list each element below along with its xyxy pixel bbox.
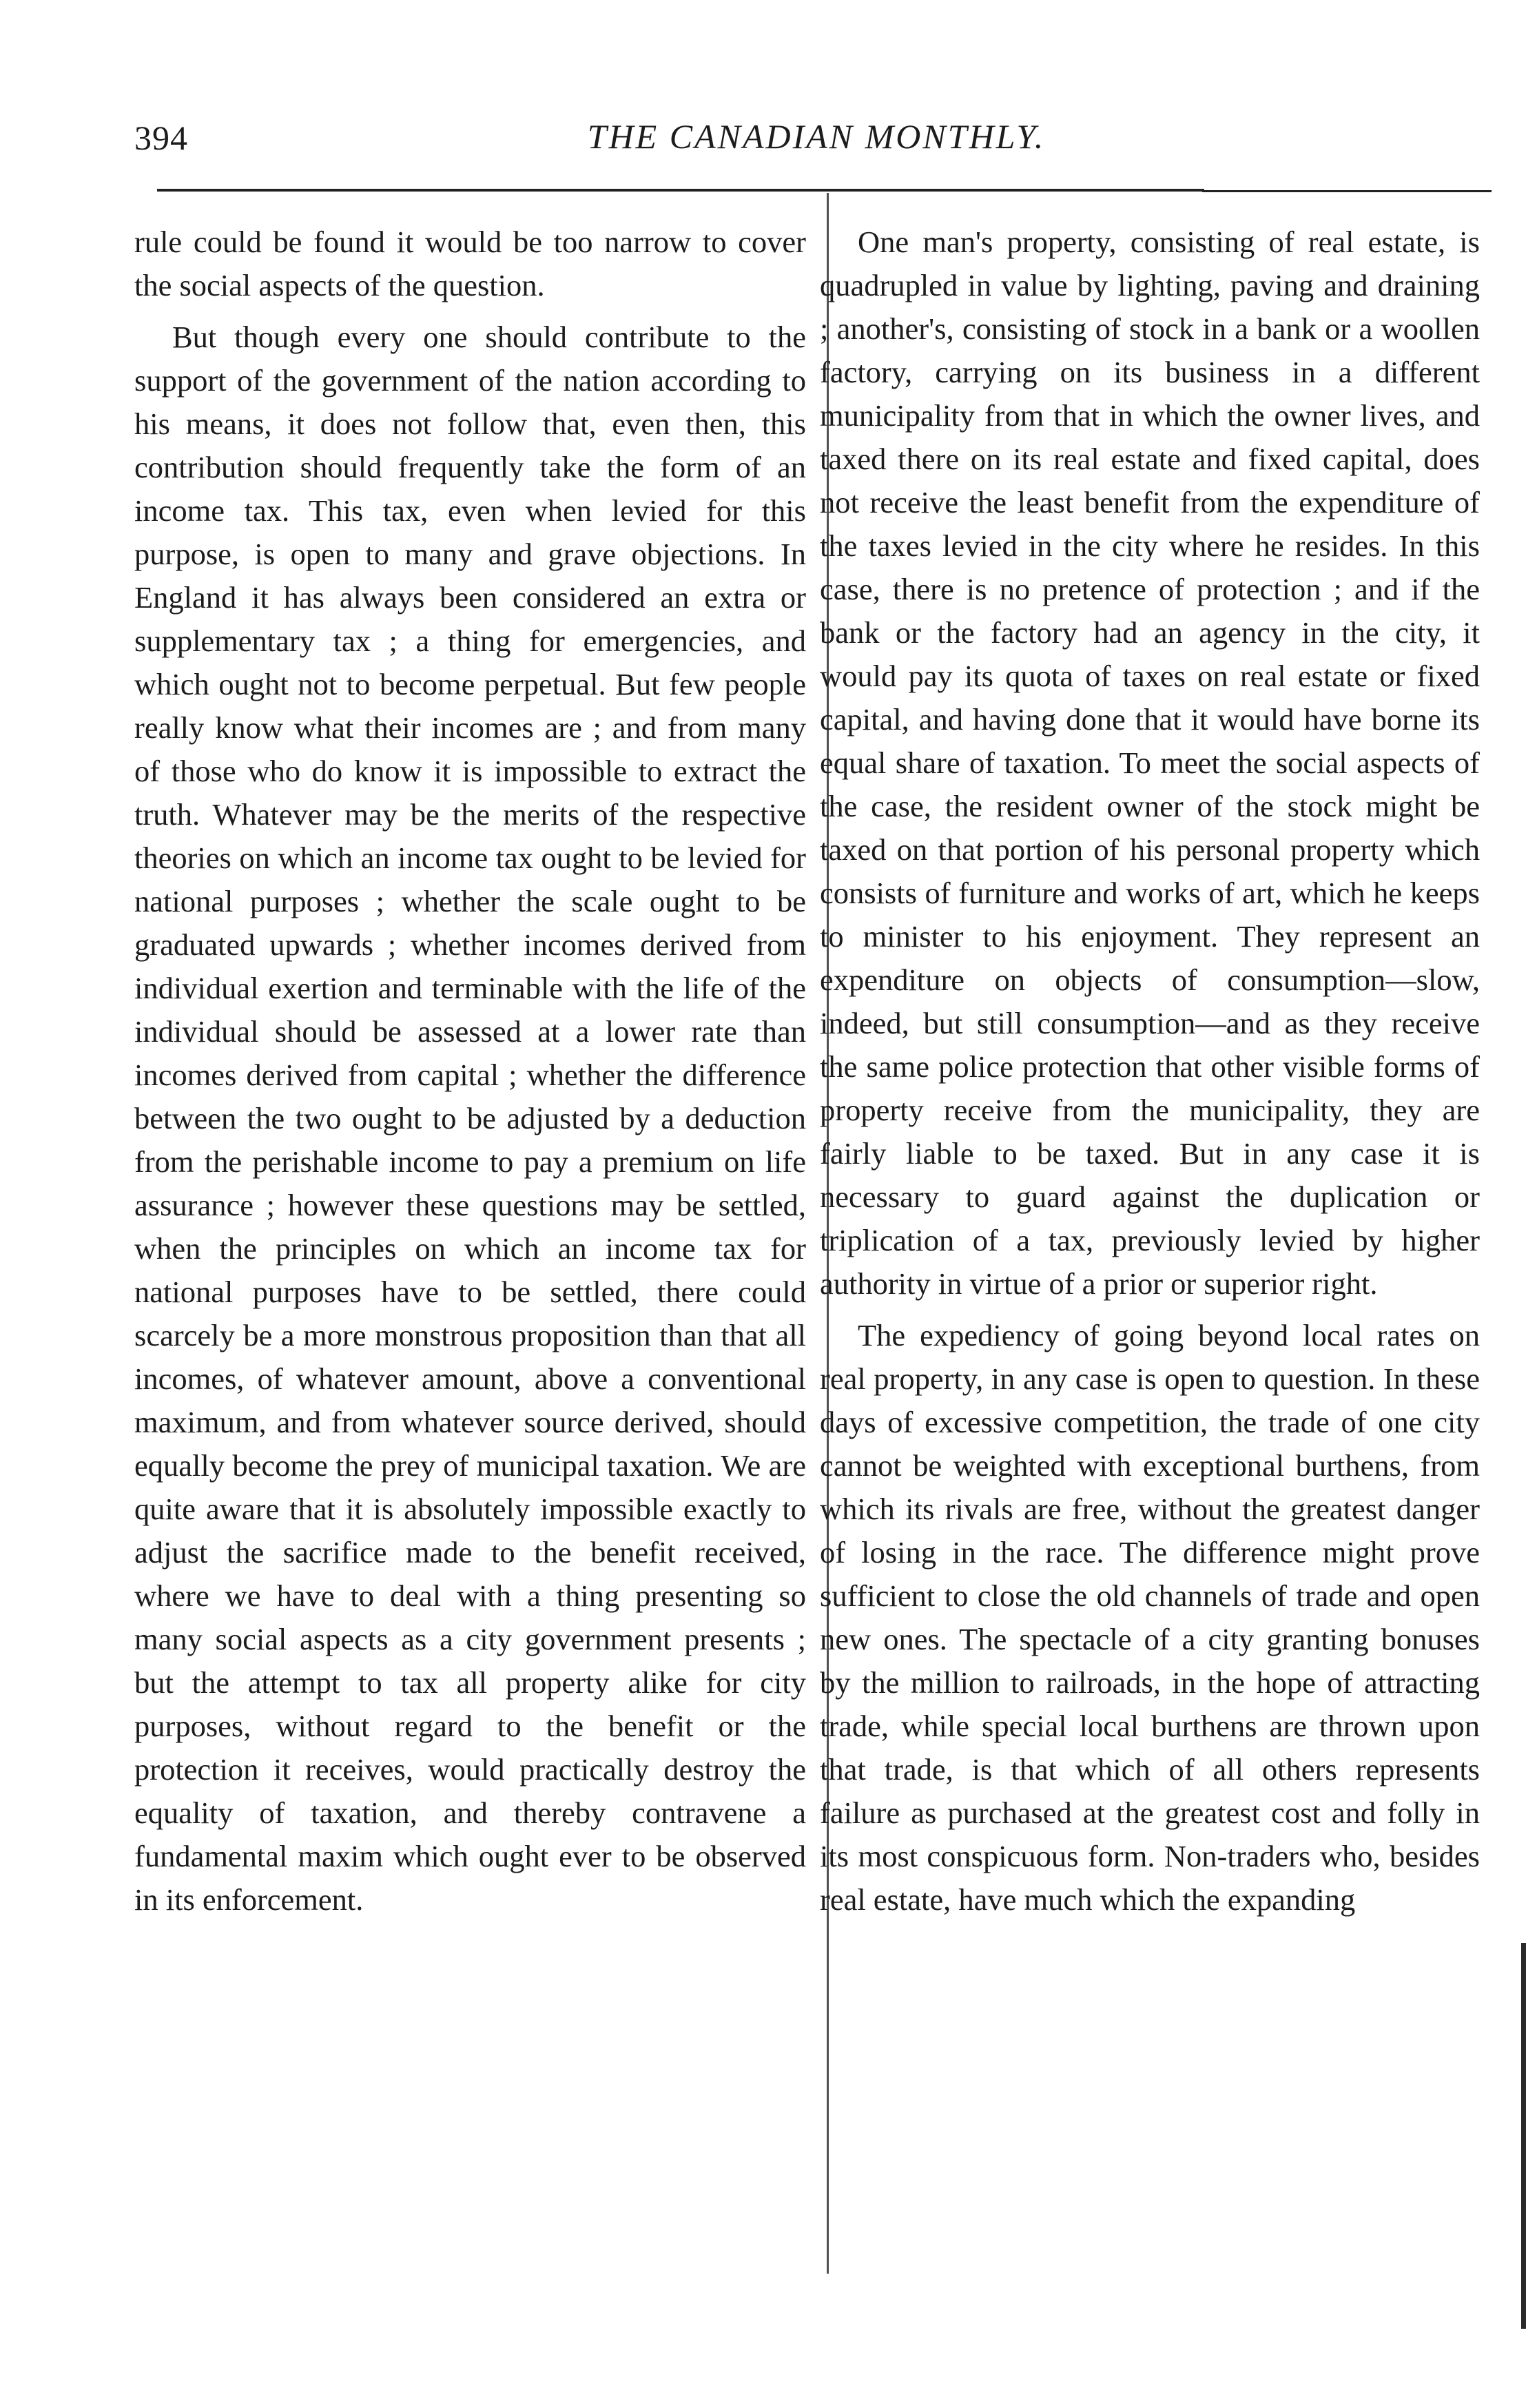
left-paragraph-2: But though every one should contribute to the support of the government of the nation according to his means, it does not follow that, even then, this contribution should frequently take the form of an income tax. This tax, even when levied for this purpose, is open to many and grave objections. In England it has always been considered an extra or supplementary tax ; a thing for emergencies, and which ought not to become perpetual. But few people really know what their incomes are ; and from many of those who do know it is impossible to extract the truth. Whatever may be the merits of the respective theories on which an income tax ought to be levied for national purposes ; whether the scale ought to be graduated upwards ; whether incomes derived from individual exertion and terminable with the life of the individual should be assessed at a lower rate than incomes derived from capital ; whether the difference between the two ought to be adjusted by a deduction from the perishable income to pay a premium on life assurance ; however these questions may be settled, when the principles on which an income tax for national purposes have to be settled, there could scarcely be a more monstrous proposition than that all incomes, of whatever amount, above a conventional maximum, and from whatever source derived, should equally become the prey of municipal taxation. We are quite aware that it is absolutely impossible exactly to adjust the sacrifice made to the benefit received, where we have to deal with a thing presenting so many social aspects as a city government presents ; but the attempt to tax all property alike for city purposes, without regard to the benefit or the protection it receives, would practically destroy the equality of taxation, and thereby contravene a fundamental maxim which ought ever to be observed in its enforcement. (134, 320, 806, 1917)
right-paragraph-2: The expediency of going beyond local rates on real property, in any case is open to question. In these days of excessive competition, the trade of one city cannot be weighted with exceptional burthens, from which its rivals are free, without the greatest danger of losing in the race. The difference might prove sufficient to close the old channels of trade and open new ones. The spectacle of a city granting bonuses by the million to railroads, in the hope of attracting trade, while special local burthens are thrown upon that trade, is that which of all others represents failure as purchased at the greatest cost and folly in its most conspicuous form. Non-traders who, besides real estate, have much which the expanding (820, 1318, 1480, 1917)
header-rule (157, 189, 1204, 192)
left-column (134, 220, 806, 1922)
page-number: 394 (134, 119, 188, 157)
right-paragraph-1: One man's property, consisting of real estate, is quadrupled in value by lighting, paving and draining ; another's, consisting of stock in a bank or a woollen factory, carrying on its business in a different municipality from that in which the owner lives, and taxed there on its real estate and fixed capital, does not receive the least benefit from the expenditure of the taxes levied in the city where he resides. In this case, there is no pretence of protection ; and if the bank or the factory had an agency in the city, it would pay its quota of taxes on real estate or fixed capital, and having done that it would have borne its equal share of taxation. To meet the social aspects of the case, the resident owner of the stock might be taxed on that portion of his personal property which consists of furniture and works of art, which he keeps to minister to his enjoyment. They represent an expenditure on objects of consumption—slow, indeed, but still consumption—and as they receive the same police protection that other visible forms of property receive from the municipality, they are fairly liable to be taxed. But in any case it is necessary to guard against the duplication or triplication of a tax, previously levied by higher authority in virtue of a prior or superior right. (820, 225, 1480, 1301)
header-rule-extension (1202, 190, 1492, 192)
right-column (820, 220, 1480, 1922)
left-paragraph-1: rule could be found it would be too narrow to cover the social aspects of the question. (134, 225, 806, 302)
running-title: THE CANADIAN MONTHLY. (587, 117, 1046, 156)
page-edge-mark (1521, 1943, 1526, 2329)
